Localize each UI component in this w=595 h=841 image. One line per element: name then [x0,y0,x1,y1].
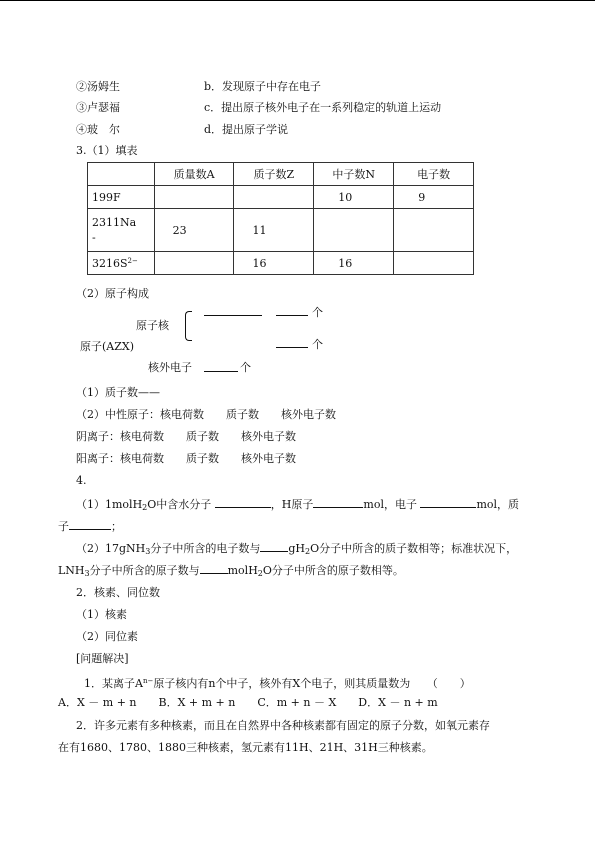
subscript: 2 [142,503,148,512]
q4-1-line [76,497,519,515]
cell-sup: 2− [127,256,138,265]
text: O分子中所含的原子数相等。 [262,564,404,577]
q4-title: 4. [76,474,87,487]
cell-text: 3216S [92,256,128,270]
table-cell [154,186,234,209]
blank-line [313,497,363,508]
blank-line [276,347,308,348]
blank-line [69,519,111,530]
section-2-title: 2．核素、同位数 [76,586,160,599]
table-cell: 199F [88,186,155,209]
cell-text: 2311Na [92,216,137,229]
table-header-cell: 中子数N [314,163,394,186]
table-header-cell: 质量数A [154,163,234,186]
table-cell [394,252,474,275]
top-rule [0,0,595,1]
blank-line [200,563,228,574]
text: O分子中所含的质子数相等；标准状况下， [310,542,518,555]
subscript: 3 [84,569,90,578]
match-left: ③卢瑟福 [76,101,120,114]
text: （1）1molH [76,498,143,511]
text: 原子核内有n个中子，核外有X个电子，则其质量数为 （ ） [153,677,471,690]
nucleus-label: 原子核 [136,319,169,332]
table-row [88,209,474,252]
unit-label: 个 [240,361,251,374]
q4-2-line [76,541,517,559]
atom-structure-diagram [80,303,340,375]
brace-icon [185,311,192,341]
text: 分子中所含的原子数与 [89,564,200,577]
match-right: d．提出原子学说 [204,123,289,136]
table-cell: 16 [314,252,394,275]
table-cell: 11 [234,209,314,252]
table-cell [154,252,234,275]
table-cell [314,209,394,252]
blank-line [215,497,271,508]
match-item-2 [76,80,120,94]
q3-2-title: （2）原子构成 [76,287,149,300]
table-cell [88,209,155,252]
q4-1-line-cont [58,519,122,534]
match-item-4 [76,123,120,137]
table-cell [394,209,474,252]
problem-2-line2: 在有1680、1780、1880三种核素，氢元素有11H、21H、31H三种核素。 [58,741,433,754]
line-p1: （1）质子数—— [76,386,160,399]
match-item-3 [76,101,120,115]
table-row [88,252,474,275]
text: 分子中所含的电子数与 [150,542,261,555]
unit-label: 个 [312,338,323,351]
subscript: 3 [145,547,151,556]
table-cell: 10 [314,186,394,209]
blank-line [260,541,288,552]
table-row [88,186,474,209]
blank-line [420,497,476,508]
match-left: ②汤姆生 [76,80,120,93]
text: molH [227,564,258,577]
atom-label: 原子(AZX) [80,340,135,353]
text: ，H原子 [270,498,314,511]
table-cell: 9 [394,186,474,209]
line-p2: （2）中性原子：核电荷数 质子数 核外电子数 [76,408,336,421]
text: O中含水分子 [147,498,212,511]
subscript: 2 [257,569,263,578]
match-left: ④玻 尔 [76,123,120,136]
text: ； [111,520,122,533]
blank-line [204,315,262,316]
text: 1．某离子A [84,677,143,690]
table-cell [234,186,314,209]
match-right: c．提出原子核外电子在一系列稳定的轨道上运动 [204,101,442,114]
match-right: b．发现原子中存在电子 [204,80,322,93]
electrons-label: 核外电子 [148,361,192,374]
section-2-2: （2）同位素 [76,630,138,643]
superscript: n− [142,677,154,685]
table-header-cell: 质子数Z [234,163,314,186]
unit-label: 个 [312,306,323,319]
line-p3: 阴离子：核电荷数 质子数 核外电子数 [76,430,296,443]
text: mol，电子 [363,498,417,511]
problem-2-line1: 2．许多元素有多种核素，而且在自然界中各种核素都有固定的原子分数，如氧元素存 [76,719,490,732]
problem-1 [84,674,471,691]
subscript: 2 [305,547,311,556]
table-cell: 23 [154,209,234,252]
table-cell: 16 [234,252,314,275]
blank-line [276,315,308,316]
q3-title: 3.（1）填表 [76,144,138,157]
text: LNH [58,564,85,577]
fill-table [87,162,474,275]
text: （2）17gNH [76,542,146,555]
text: 子 [58,520,69,533]
table-header-cell: 电子数 [394,163,474,186]
text: gH [288,542,305,555]
table-cell [88,252,155,275]
q4-2-line-cont [58,563,404,581]
problem-heading: [问题解决] [76,652,129,665]
text: mol，质 [476,498,520,511]
problem-1-options: A．X － m + n B．X + m + n C．m + n － X D．X － n + m [58,696,438,709]
blank-line [204,371,238,372]
section-2-1: （1）核素 [76,608,127,621]
cell-extra: - [92,231,96,244]
table-header-cell [88,163,155,186]
line-p4: 阳离子：核电荷数 质子数 核外电子数 [76,452,296,465]
table-header-row [88,163,474,186]
